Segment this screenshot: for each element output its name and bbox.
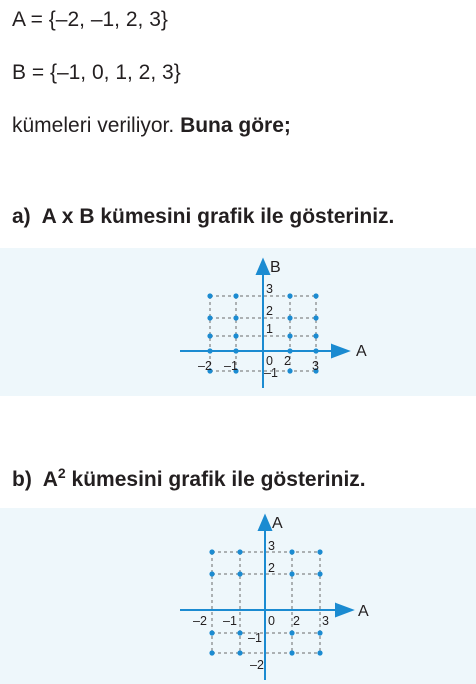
y-tick: –1	[248, 631, 262, 645]
x-tick: 3	[312, 359, 319, 373]
y-tick: 3	[266, 282, 273, 296]
y-tick: –1	[264, 366, 278, 380]
point	[209, 650, 214, 655]
x-axis-arrow-icon	[336, 604, 352, 616]
x-tick: 2	[284, 354, 291, 368]
point	[207, 315, 212, 320]
point	[317, 549, 322, 554]
point	[287, 315, 292, 320]
y-axis-arrow-icon	[259, 516, 271, 530]
y-tick: 1	[266, 322, 273, 336]
point	[233, 348, 238, 353]
point	[207, 348, 212, 353]
intro-sentence-plain: kümeleri veriliyor.	[12, 114, 175, 137]
y-tick: 2	[268, 561, 275, 575]
part-b-question	[12, 465, 366, 492]
point	[237, 630, 242, 635]
point	[233, 333, 238, 338]
part-a-text: A x B kümesini grafik ile gösteriniz.	[41, 205, 395, 228]
point	[289, 571, 294, 576]
point	[313, 348, 318, 353]
y-axis-label: B	[270, 259, 281, 276]
point	[287, 348, 292, 353]
part-b-graph	[0, 508, 476, 684]
point	[237, 650, 242, 655]
x-tick: 2	[293, 614, 300, 628]
point	[317, 650, 322, 655]
part-b-graph-panel	[0, 508, 476, 684]
y-axis-label: A	[272, 515, 283, 532]
point	[287, 333, 292, 338]
point	[313, 293, 318, 298]
y-tick: 3	[268, 539, 275, 553]
y-tick: –2	[250, 658, 264, 672]
point	[313, 333, 318, 338]
intro-sentence-bold: Buna göre;	[180, 114, 291, 137]
point	[289, 630, 294, 635]
point	[289, 549, 294, 554]
part-b-base: A	[42, 468, 58, 491]
point	[287, 293, 292, 298]
point	[209, 630, 214, 635]
part-b-exponent: 2	[57, 465, 66, 481]
set-a-definition: A = {–2, –1, 2, 3}	[12, 8, 168, 31]
point	[313, 315, 318, 320]
intro-sentence	[12, 114, 291, 138]
point	[317, 571, 322, 576]
set-b-definition: B = {–1, 0, 1, 2, 3}	[12, 61, 181, 84]
x-axis-label: A	[358, 603, 369, 620]
point	[209, 549, 214, 554]
point	[207, 333, 212, 338]
part-a-graph-panel	[0, 248, 476, 396]
part-a-graph	[0, 248, 476, 396]
y-axis-arrow-icon	[257, 260, 269, 274]
point	[237, 571, 242, 576]
point	[287, 368, 292, 373]
x-tick: –1	[224, 359, 238, 373]
point	[209, 571, 214, 576]
x-tick: 3	[322, 614, 329, 628]
x-axis-arrow-icon	[332, 345, 348, 357]
x-tick: –2	[198, 359, 212, 373]
x-tick: 0	[266, 354, 273, 368]
x-tick: 0	[268, 614, 275, 628]
part-a-label: a)	[12, 205, 31, 228]
point	[237, 549, 242, 554]
x-axis-label: A	[356, 343, 367, 360]
part-b-text: kümesini grafik ile gösteriniz.	[71, 468, 366, 491]
part-b-label: b)	[12, 468, 32, 491]
x-tick: –2	[193, 614, 207, 628]
point	[289, 650, 294, 655]
point	[233, 293, 238, 298]
point	[207, 293, 212, 298]
x-tick: –1	[223, 614, 237, 628]
point	[317, 630, 322, 635]
y-tick: 2	[266, 304, 273, 318]
point	[233, 315, 238, 320]
part-a-question	[12, 205, 394, 229]
